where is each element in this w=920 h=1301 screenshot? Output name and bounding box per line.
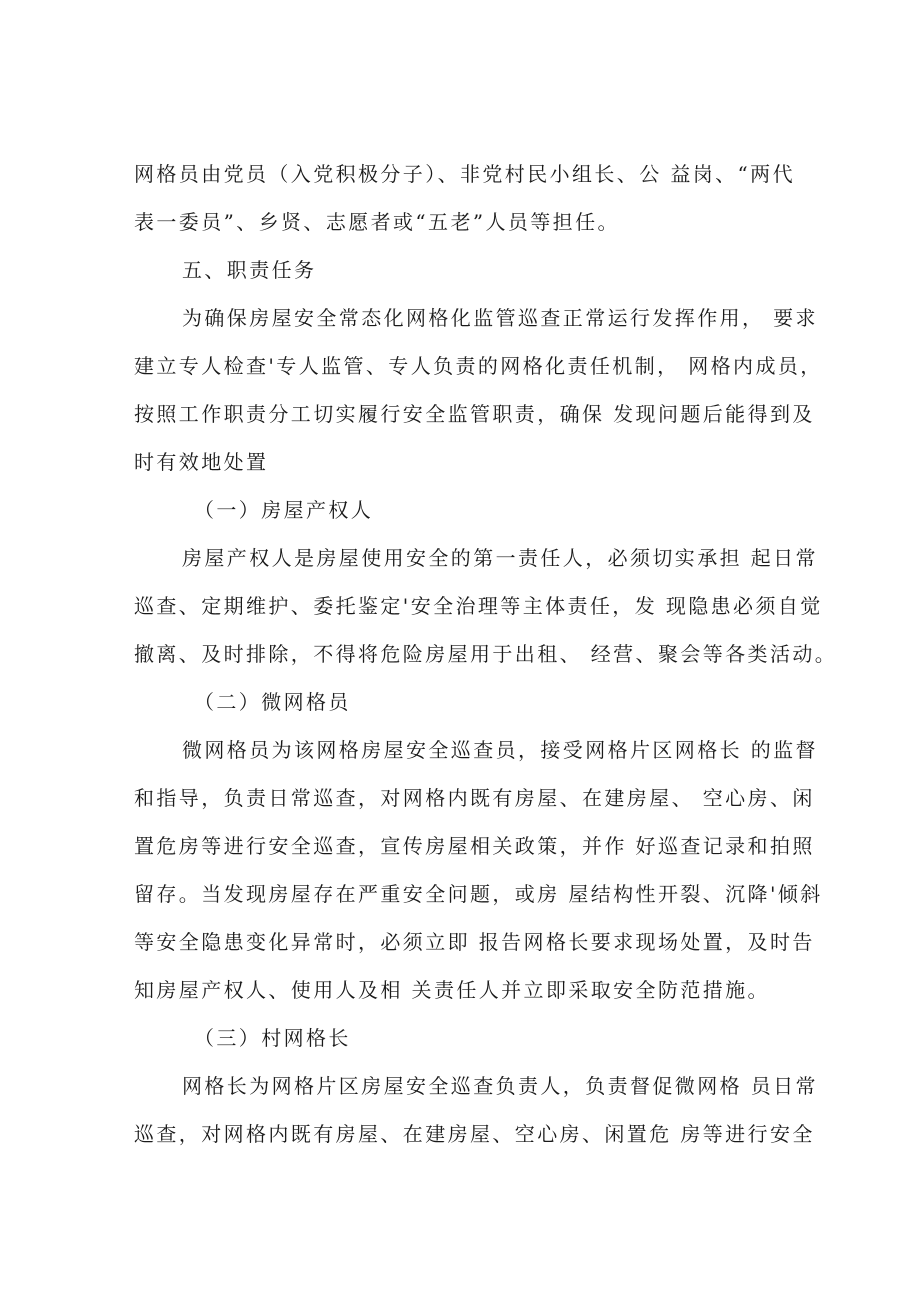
- paragraph-line: 时有效地处置: [134, 450, 269, 474]
- paragraph-line: 微网格员为该网格房屋安全巡查员，接受网格片区网格长 的监督: [182, 738, 818, 762]
- paragraph-line: 网格长为网格片区房屋安全巡查负责人，负责督促微网格 员日常: [182, 1074, 818, 1098]
- paragraph-line: 房屋产权人是房屋使用安全的第一责任人，必须切实承担 起日常: [182, 546, 818, 570]
- paragraph-line: 巡查，对网格内既有房屋、在建房屋、空心房、闲置危 房等进行安全: [134, 1122, 815, 1146]
- section-heading-line: （三）村网格长: [194, 1026, 351, 1050]
- paragraph-line: 置危房等进行安全巡查，宣传房屋相关政策，并作 好巡查记录和拍照: [134, 834, 815, 858]
- paragraph-line: 留存。当发现房屋存在严重安全问题，或房 屋结构性开裂、沉降'倾斜: [134, 882, 823, 906]
- paragraph-line: 五、职责任务: [182, 258, 317, 282]
- paragraph-line: 巡查、定期维护、委托鉴定'安全治理等主体责任，发 现隐患必须自觉: [134, 594, 823, 618]
- section-heading-line: （二）微网格员: [194, 690, 351, 714]
- paragraph-line: 等安全隐患变化异常时，必须立即 报告网格长要求现场处置，及时告: [134, 930, 815, 954]
- section-heading-line: （一）房屋产权人: [194, 498, 374, 522]
- paragraph-line: 按照工作职责分工切实履行安全监管职责，确保 发现问题后能得到及: [134, 402, 815, 426]
- paragraph-line: 知房屋产权人、使用人及相 关责任人并立即采取安全防范措施。: [134, 978, 770, 1002]
- paragraph-line: 和指导，负责日常巡查，对网格内既有房屋、在建房屋、 空心房、闲: [134, 786, 815, 810]
- paragraph-line: 表一委员”、乡贤、志愿者或“五老”人员等担任。: [134, 210, 620, 234]
- paragraph-line: 建立专人检查'专人监管、专人负责的网格化责任机制， 网格内成员，: [134, 354, 823, 378]
- paragraph-line: 网格员由党员（入党积极分子）、非党村民小组长、公 益岗、“两代: [134, 162, 795, 186]
- paragraph-line: 为确保房屋安全常态化网格化监管巡查正常运行发挥作用， 要求: [182, 306, 818, 330]
- document-body: [134, 150, 838, 1158]
- paragraph-line: 撤离、及时排除，不得将危险房屋用于出租、 经营、聚会等各类活动。: [134, 642, 838, 666]
